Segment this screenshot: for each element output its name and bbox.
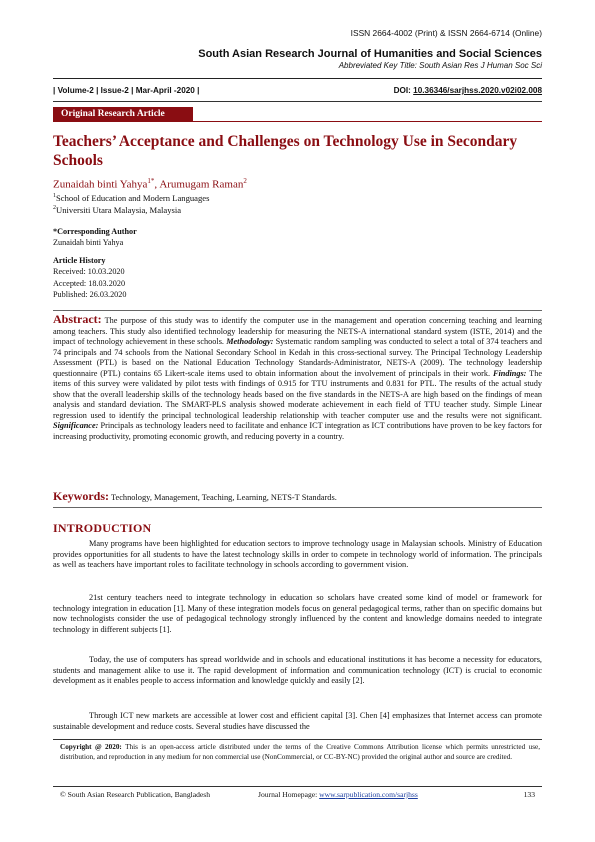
homepage-link[interactable]: www.sarpublication.com/sarjhss	[319, 790, 418, 799]
author-1-sup: 1*	[147, 177, 155, 185]
received-date: Received: 10.03.2020	[53, 267, 125, 276]
accepted-date: Accepted: 18.03.2020	[53, 279, 126, 288]
header-rule	[53, 78, 542, 79]
affiliation-1-sup: 1	[53, 193, 56, 200]
author-separator: ,	[154, 178, 160, 191]
significance-label: Significance:	[53, 421, 99, 431]
page-number: 133	[523, 790, 535, 799]
keywords	[53, 489, 337, 504]
badge-rule	[53, 121, 542, 122]
copyright-text: This is an open-access article distributed under the terms of the Creative Commons Attribution license which permits unrestricted use, distribution, and reproduction in any medium for non commercial use (NonCommercial, or CC-BY-NC) provided the original author and source are credited.	[60, 743, 540, 761]
published-date: Published: 26.03.2020	[53, 290, 127, 299]
affiliation-2-sup: 2	[53, 205, 56, 212]
intro-paragraph-1: Many programs have been highlighted for education sectors to improve technology usage in Malaysian schools. Ministry of Education provides opportunities for all students to have the latest technology skills in order to compete in technology world of information. The principals as well as teachers have important roles to facilitate technology in schools according to government vision.	[53, 539, 542, 570]
author-list	[53, 177, 247, 191]
methodology-label: Methodology:	[226, 337, 274, 347]
intro-paragraph-2: 21st century teachers need to integrate technology in education so scholars have created some kind of model or framework for technology integration in education [1]. Many of these integration models focus on general pedagogical terms, rather than on specific domains but now technologists consider the use of pedagogical technology strongly influenced by the content and knowledge domains needed to integrate technology in different subjects [1].	[53, 593, 542, 634]
volume-info: | Volume-2 | Issue-2 | Mar-April -2020 |	[53, 86, 200, 95]
abstract-top-rule	[53, 310, 542, 311]
affiliation-2	[53, 205, 181, 215]
author-1[interactable]: Zunaidah binti Yahya	[53, 178, 148, 191]
intro-paragraph-4: Through ICT new markets are accessible at lower cost and efficient capital [3]. Chen [4] emphasizes that Internet access can promote sustainable development and reduce costs. Several studies have discussed the	[53, 711, 542, 731]
issn-line: ISSN 2664-4002 (Print) & ISSN 2664-6714 (Online)	[350, 28, 542, 38]
corresponding-author-heading: *Corresponding Author	[53, 227, 137, 236]
abstract-part-2: Systematic random sampling was conducted to select a total of 374 teachers and 74 principals and 74 schools from the National Secondary School in Kedah in this cross-sectional survey. The Principal Technology Leadership Assessment (PTL) is based on the National Education Technology Standards-Administrator, NETS-A (2009). The technology leadership questionnaire (PTL) contains 65 Likert-scale items used to obtain information about the involvement of principals in their work.	[53, 337, 542, 378]
affiliation-2-text: Universiti Utara Malaysia, Malaysia	[56, 205, 182, 215]
homepage-label: Journal Homepage:	[258, 790, 320, 799]
doi-link[interactable]: 10.36346/sarjhss.2020.v02i02.008	[413, 86, 542, 95]
affiliation-1	[53, 193, 209, 203]
abstract-bottom-rule	[53, 507, 542, 508]
author-2[interactable]: Arumugam Raman	[159, 178, 244, 191]
introduction-heading: INTRODUCTION	[53, 521, 152, 535]
copyright-notice	[60, 743, 540, 762]
abstract-part-4: Principals as technology leaders need to facilitate and enhance ICT integration as ICT contributions have proven to be key factors for increasing productivity, promoting economic growth, and reducing poverty in a country.	[53, 421, 542, 442]
findings-label: Findings:	[492, 368, 527, 378]
header-rule-2	[53, 101, 542, 102]
keywords-label: Keywords:	[53, 489, 109, 503]
footer-rule	[53, 786, 542, 787]
journal-title: South Asian Research Journal of Humanities and Social Sciences	[198, 48, 542, 60]
article-type-badge: Original Research Article	[53, 107, 193, 121]
intro-paragraph-3: Today, the use of computers has spread worldwide and in schools and educational institutions it has become a necessity for educators, students and management alike to use it. The rapid development of information and communication technology (ICT) is crucial to economic development as it enables people to access information and knowledge quickly and easily [2].	[53, 655, 542, 686]
doi-prefix: DOI:	[393, 86, 414, 95]
abstract-part-3: The items of this survey were validated by pilot tests with findings of 0.915 for TTU instruments and 0.831 for PTL. The results of the actual study show that the overall leadership skills of the technology heads based on the five standards in the NETS-A are high based on the findings of mean analysis and standard deviation. The SMART-PLS analysis showed moderate achievement in each field of TTU teacher study. Simple Linear regression used to identify the principal technological leadership relationship with teacher computer use and the results were not significant.	[53, 368, 542, 420]
footer-publisher: © South Asian Research Publication, Bangladesh	[60, 790, 211, 799]
footer-homepage	[258, 790, 418, 799]
corresponding-author-name: Zunaidah binti Yahya	[53, 238, 124, 247]
author-2-sup: 2	[243, 177, 247, 185]
abstract-label: Abstract:	[53, 312, 102, 326]
article-title: Teachers’ Acceptance and Challenges on Technology Use in Secondary Schools	[53, 133, 518, 169]
article-history-heading: Article History	[53, 256, 106, 265]
doi-info	[394, 86, 542, 95]
copyright-label: Copyright @ 2020:	[60, 743, 122, 751]
keywords-text: Technology, Management, Teaching, Learning, NETS-T Standards.	[109, 493, 337, 502]
abstract-part-1: The purpose of this study was to identify the computer use in the management and operation concerning teaching and learning among teachers. This study also identified technology leadership for measuring the NETS-A international standard system (ISTE, 2014) and the impact of technology achievement in these schools.	[53, 316, 542, 347]
affiliation-1-text: School of Education and Modern Languages	[56, 193, 210, 203]
journal-abbrev: Abbreviated Key Title: South Asian Res J Human Soc Sci	[338, 61, 542, 70]
abstract	[53, 314, 542, 443]
